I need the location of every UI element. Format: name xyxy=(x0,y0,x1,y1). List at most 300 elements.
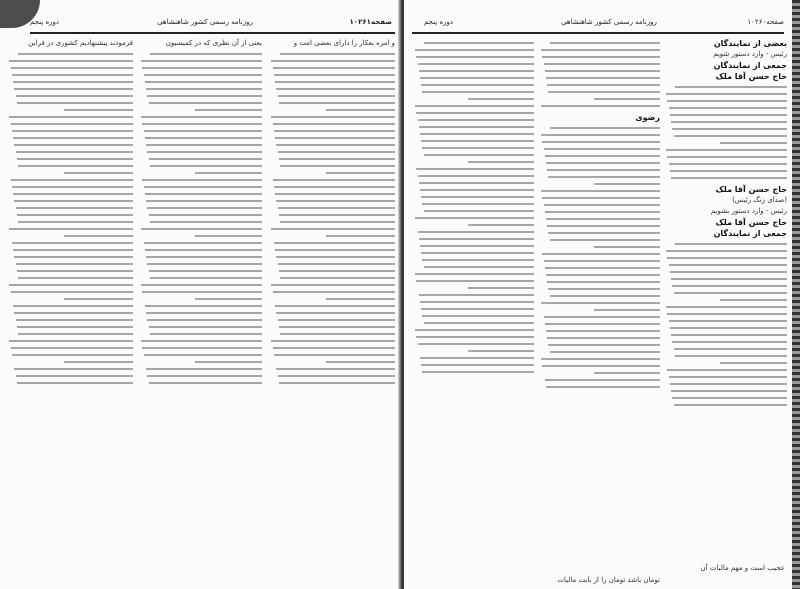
text-line xyxy=(419,126,534,128)
text-line xyxy=(422,91,534,93)
text-line xyxy=(418,119,534,121)
text-line xyxy=(278,207,396,209)
text-line xyxy=(275,193,395,195)
text-line xyxy=(276,312,395,314)
text-line xyxy=(9,116,133,118)
column xyxy=(540,38,660,586)
text-line xyxy=(326,109,395,111)
text-line xyxy=(415,217,534,219)
text-line: رئیس - وارد دستور بشویم xyxy=(710,207,787,215)
column xyxy=(665,38,787,586)
text-line xyxy=(279,326,395,328)
text-line xyxy=(16,263,134,265)
text-line xyxy=(150,277,262,279)
text-line xyxy=(667,100,787,102)
text-line xyxy=(17,214,133,216)
text-line xyxy=(548,232,660,234)
text-line xyxy=(421,196,534,198)
page-edge-binding xyxy=(792,0,800,589)
text-line xyxy=(418,231,534,233)
text-line xyxy=(667,156,787,158)
text-line xyxy=(12,242,133,244)
text-line xyxy=(424,266,534,268)
text-line xyxy=(670,271,787,273)
text-line xyxy=(550,295,660,297)
text-line xyxy=(14,368,133,370)
column xyxy=(270,38,395,586)
text-line xyxy=(422,315,534,317)
text-line xyxy=(542,365,660,367)
text-line xyxy=(275,249,395,251)
text-line xyxy=(546,386,660,388)
text-line xyxy=(594,372,660,374)
text-line xyxy=(550,127,660,129)
text-line xyxy=(142,291,262,293)
text-line xyxy=(468,161,534,163)
text-line xyxy=(149,158,262,160)
text-line xyxy=(195,109,262,111)
text-line xyxy=(149,102,262,104)
text-line xyxy=(669,107,787,109)
column xyxy=(414,38,534,558)
text-line xyxy=(147,263,262,265)
header-rule xyxy=(30,32,395,34)
text-line xyxy=(278,375,396,377)
text-line xyxy=(149,326,262,328)
text-line xyxy=(666,149,787,151)
text-line xyxy=(416,56,534,58)
text-line xyxy=(674,348,787,350)
text-line xyxy=(11,67,134,69)
text-line xyxy=(280,277,395,279)
text-line xyxy=(18,165,133,167)
text-line xyxy=(419,182,534,184)
text-line xyxy=(274,242,395,244)
text-line xyxy=(670,327,787,329)
text-line xyxy=(541,105,660,107)
text-line xyxy=(144,354,262,356)
header-rule xyxy=(412,32,784,34)
speaker-heading: جمعی از نمایندگان xyxy=(713,229,787,238)
text-line xyxy=(9,284,133,286)
text-line xyxy=(150,333,262,335)
volume-label: دوره پنجم xyxy=(424,18,454,26)
text-line xyxy=(415,105,534,107)
text-line xyxy=(275,137,395,139)
text-line xyxy=(669,376,787,378)
text-line xyxy=(421,252,534,254)
text-line xyxy=(271,340,395,342)
text-line xyxy=(669,320,787,322)
text-line xyxy=(415,329,534,331)
text-line xyxy=(12,130,133,132)
text-line xyxy=(541,302,660,304)
text-line xyxy=(672,397,787,399)
text-line: (صدای زنگ رئیس) xyxy=(732,196,787,204)
text-line xyxy=(418,175,534,177)
text-line xyxy=(542,253,660,255)
text-line xyxy=(13,305,133,307)
text-line xyxy=(546,162,660,164)
text-line xyxy=(424,154,534,156)
text-line xyxy=(416,112,534,114)
text-line xyxy=(146,368,262,370)
text-line xyxy=(150,53,262,55)
text-line xyxy=(594,309,660,311)
text-line xyxy=(13,137,133,139)
text-line xyxy=(545,211,660,213)
text-line xyxy=(420,189,534,191)
text-line xyxy=(548,288,660,290)
speaker-heading: حاج حسن آقا ملک xyxy=(715,185,787,194)
text-line xyxy=(416,280,534,282)
text-line xyxy=(670,170,787,172)
text-line xyxy=(16,95,134,97)
text-line xyxy=(271,228,395,230)
text-line xyxy=(147,207,262,209)
text-line xyxy=(18,333,133,335)
text-line xyxy=(146,256,262,258)
text-line xyxy=(422,259,534,261)
text-line xyxy=(13,193,133,195)
text-line xyxy=(720,362,787,364)
text-line xyxy=(544,63,660,65)
text-line xyxy=(276,88,395,90)
text-line xyxy=(9,340,133,342)
text-line xyxy=(594,246,660,248)
text-line xyxy=(150,221,262,223)
text-line xyxy=(141,60,262,62)
text-line: رئیس - وارد دستور شویم xyxy=(713,50,787,58)
text-line xyxy=(468,287,534,289)
text-line xyxy=(276,256,395,258)
text-line xyxy=(144,242,262,244)
text-line xyxy=(421,84,534,86)
text-line xyxy=(421,308,534,310)
text-line xyxy=(147,95,262,97)
text-line xyxy=(273,67,396,69)
text-line xyxy=(542,197,660,199)
text-line xyxy=(420,245,534,247)
text-line xyxy=(271,116,395,118)
text-line xyxy=(271,284,395,286)
text-line xyxy=(720,299,787,301)
text-line xyxy=(545,70,660,72)
text-line xyxy=(195,298,262,300)
text-line xyxy=(273,179,396,181)
text-line xyxy=(141,340,262,342)
text-line xyxy=(145,81,262,83)
text-line xyxy=(273,291,396,293)
text-line xyxy=(12,74,133,76)
text-line xyxy=(14,312,133,314)
text-line xyxy=(17,102,133,104)
text-line xyxy=(671,278,787,280)
text-line xyxy=(146,200,262,202)
text-line xyxy=(145,249,262,251)
text-line xyxy=(670,114,787,116)
page-number: صفحه۱۰۲۶۱ xyxy=(349,18,392,26)
text-line xyxy=(147,319,262,321)
text-line xyxy=(17,382,133,384)
text-line xyxy=(11,347,134,349)
text-line xyxy=(422,371,534,373)
speaker-heading: جمعی از نمایندگان xyxy=(713,61,787,70)
text-line: یعنی از آن نظری که در کمیسیون xyxy=(165,39,262,47)
text-line xyxy=(142,347,262,349)
text-line xyxy=(671,121,787,123)
text-line xyxy=(16,207,134,209)
text-line xyxy=(12,354,133,356)
newspaper-title: روزنامه رسمی کشور شاهنشاهی xyxy=(561,18,657,26)
text-line xyxy=(18,221,133,223)
text-line xyxy=(13,249,133,251)
text-line xyxy=(672,128,787,130)
text-line xyxy=(468,350,534,352)
text-line xyxy=(64,361,133,363)
text-line xyxy=(14,88,133,90)
text-line xyxy=(541,134,660,136)
text-line xyxy=(326,172,395,174)
text-line xyxy=(195,172,262,174)
text-line xyxy=(675,243,787,245)
text-line xyxy=(147,375,262,377)
text-line xyxy=(144,130,262,132)
text-line xyxy=(273,347,396,349)
text-line xyxy=(548,91,660,93)
text-line xyxy=(16,151,134,153)
text-line xyxy=(547,337,660,339)
text-line xyxy=(326,235,395,237)
text-line xyxy=(9,228,133,230)
text-line xyxy=(419,70,534,72)
text-line xyxy=(279,102,395,104)
text-line xyxy=(141,116,262,118)
text-line xyxy=(145,305,262,307)
text-line xyxy=(544,316,660,318)
column xyxy=(140,38,262,586)
text-line xyxy=(545,323,660,325)
text-line xyxy=(146,144,262,146)
text-line xyxy=(546,330,660,332)
text-line xyxy=(548,176,660,178)
text-line xyxy=(594,183,660,185)
text-line xyxy=(9,60,133,62)
text-line xyxy=(541,190,660,192)
text-line xyxy=(278,263,396,265)
text-line xyxy=(142,123,262,125)
text-line xyxy=(12,186,133,188)
text-line xyxy=(424,322,534,324)
text-line xyxy=(150,165,262,167)
text-line xyxy=(144,186,262,188)
text-line xyxy=(667,313,787,315)
text-line xyxy=(274,354,395,356)
text-line xyxy=(670,383,787,385)
text-line xyxy=(671,390,787,392)
text-line xyxy=(547,169,660,171)
text-line xyxy=(542,56,660,58)
text-line xyxy=(545,379,660,381)
footer-line: تومان باشد تومان را از بابت مالیات xyxy=(557,576,660,584)
text-line xyxy=(278,95,396,97)
text-line: و امره بعکار را دارای بعضی امت و xyxy=(293,39,395,47)
text-line xyxy=(149,214,262,216)
text-line xyxy=(675,355,787,357)
text-line xyxy=(146,88,262,90)
text-line xyxy=(274,186,395,188)
text-line xyxy=(14,144,133,146)
text-line xyxy=(275,305,395,307)
text-line xyxy=(546,218,660,220)
text-line xyxy=(145,137,262,139)
text-line xyxy=(550,239,660,241)
text-line: فرمودند پیشنهادیم کشوری در فراین xyxy=(28,39,133,47)
text-line xyxy=(17,326,133,328)
text-line xyxy=(146,312,262,314)
text-line xyxy=(279,270,395,272)
text-line xyxy=(422,147,534,149)
text-line xyxy=(271,60,395,62)
text-line xyxy=(11,291,134,293)
text-line xyxy=(666,306,787,308)
text-line xyxy=(671,334,787,336)
text-line xyxy=(544,260,660,262)
text-line xyxy=(542,141,660,143)
text-line xyxy=(141,284,262,286)
text-line xyxy=(274,74,395,76)
right-newspaper-page xyxy=(404,0,800,589)
column xyxy=(8,38,133,586)
text-line xyxy=(420,77,534,79)
text-line xyxy=(421,140,534,142)
text-line xyxy=(667,257,787,259)
speaker-heading: حاج حسن آقا ملک xyxy=(715,218,787,227)
text-line xyxy=(144,74,262,76)
text-line xyxy=(276,144,395,146)
text-line xyxy=(720,142,787,144)
text-line xyxy=(420,357,534,359)
speaker-heading: حاج حسن آقا ملک xyxy=(715,72,787,81)
text-line xyxy=(669,163,787,165)
text-line xyxy=(468,98,534,100)
text-line xyxy=(544,148,660,150)
speaker-heading: بعضی از نمایندگان xyxy=(713,39,787,48)
text-line xyxy=(280,53,395,55)
text-line xyxy=(280,333,395,335)
text-line xyxy=(147,151,262,153)
text-line xyxy=(421,364,534,366)
text-line xyxy=(274,130,395,132)
text-line xyxy=(667,369,787,371)
text-line xyxy=(545,267,660,269)
text-line xyxy=(415,49,534,51)
text-line xyxy=(415,273,534,275)
text-line xyxy=(675,86,787,88)
text-line xyxy=(594,98,660,100)
text-line xyxy=(416,336,534,338)
text-line xyxy=(279,214,395,216)
text-line xyxy=(547,281,660,283)
text-line xyxy=(672,341,787,343)
text-line xyxy=(276,368,395,370)
text-line xyxy=(275,81,395,83)
text-line xyxy=(666,250,787,252)
text-line xyxy=(326,298,395,300)
text-line xyxy=(546,274,660,276)
text-line xyxy=(541,358,660,360)
text-line xyxy=(671,177,787,179)
text-line xyxy=(420,301,534,303)
text-line xyxy=(11,123,134,125)
text-line xyxy=(64,235,133,237)
text-line xyxy=(672,285,787,287)
text-line xyxy=(276,200,395,202)
text-line xyxy=(424,210,534,212)
speaker-heading: رضوی xyxy=(635,113,660,122)
text-line xyxy=(280,221,395,223)
text-line xyxy=(149,270,262,272)
volume-label: دوره پنجم xyxy=(30,18,60,26)
text-line xyxy=(544,204,660,206)
text-line xyxy=(279,382,395,384)
text-line xyxy=(550,42,660,44)
text-line xyxy=(17,158,133,160)
text-line xyxy=(280,165,395,167)
text-line xyxy=(149,382,262,384)
text-line xyxy=(195,235,262,237)
text-line xyxy=(422,203,534,205)
text-line xyxy=(666,93,787,95)
text-line xyxy=(278,319,396,321)
text-line xyxy=(278,151,396,153)
text-line xyxy=(16,375,134,377)
text-line xyxy=(545,155,660,157)
text-line xyxy=(419,294,534,296)
text-line xyxy=(18,277,133,279)
text-line xyxy=(17,270,133,272)
text-line xyxy=(418,63,534,65)
text-line xyxy=(279,158,395,160)
text-line xyxy=(418,343,534,345)
text-line xyxy=(142,179,262,181)
text-line xyxy=(674,292,787,294)
text-line xyxy=(674,404,787,406)
text-line xyxy=(416,168,534,170)
page-number: صفحه۱۰۲۶۰ xyxy=(747,18,784,26)
text-line xyxy=(64,109,133,111)
footer-line: عجیب است و مهم مالیات آن xyxy=(700,564,785,572)
text-line xyxy=(547,225,660,227)
text-line xyxy=(18,53,133,55)
text-line xyxy=(468,224,534,226)
text-line xyxy=(669,264,787,266)
text-line xyxy=(64,298,133,300)
newspaper-title: روزنامه رسمی کشور شاهنشاهی xyxy=(157,18,253,26)
text-line xyxy=(14,256,133,258)
text-line xyxy=(424,42,534,44)
text-line xyxy=(145,193,262,195)
text-line xyxy=(273,123,396,125)
text-line xyxy=(13,81,133,83)
text-line xyxy=(64,172,133,174)
text-line xyxy=(547,84,660,86)
text-line xyxy=(195,361,262,363)
text-line xyxy=(326,361,395,363)
text-line xyxy=(674,135,787,137)
text-line xyxy=(142,67,262,69)
text-line xyxy=(11,179,134,181)
